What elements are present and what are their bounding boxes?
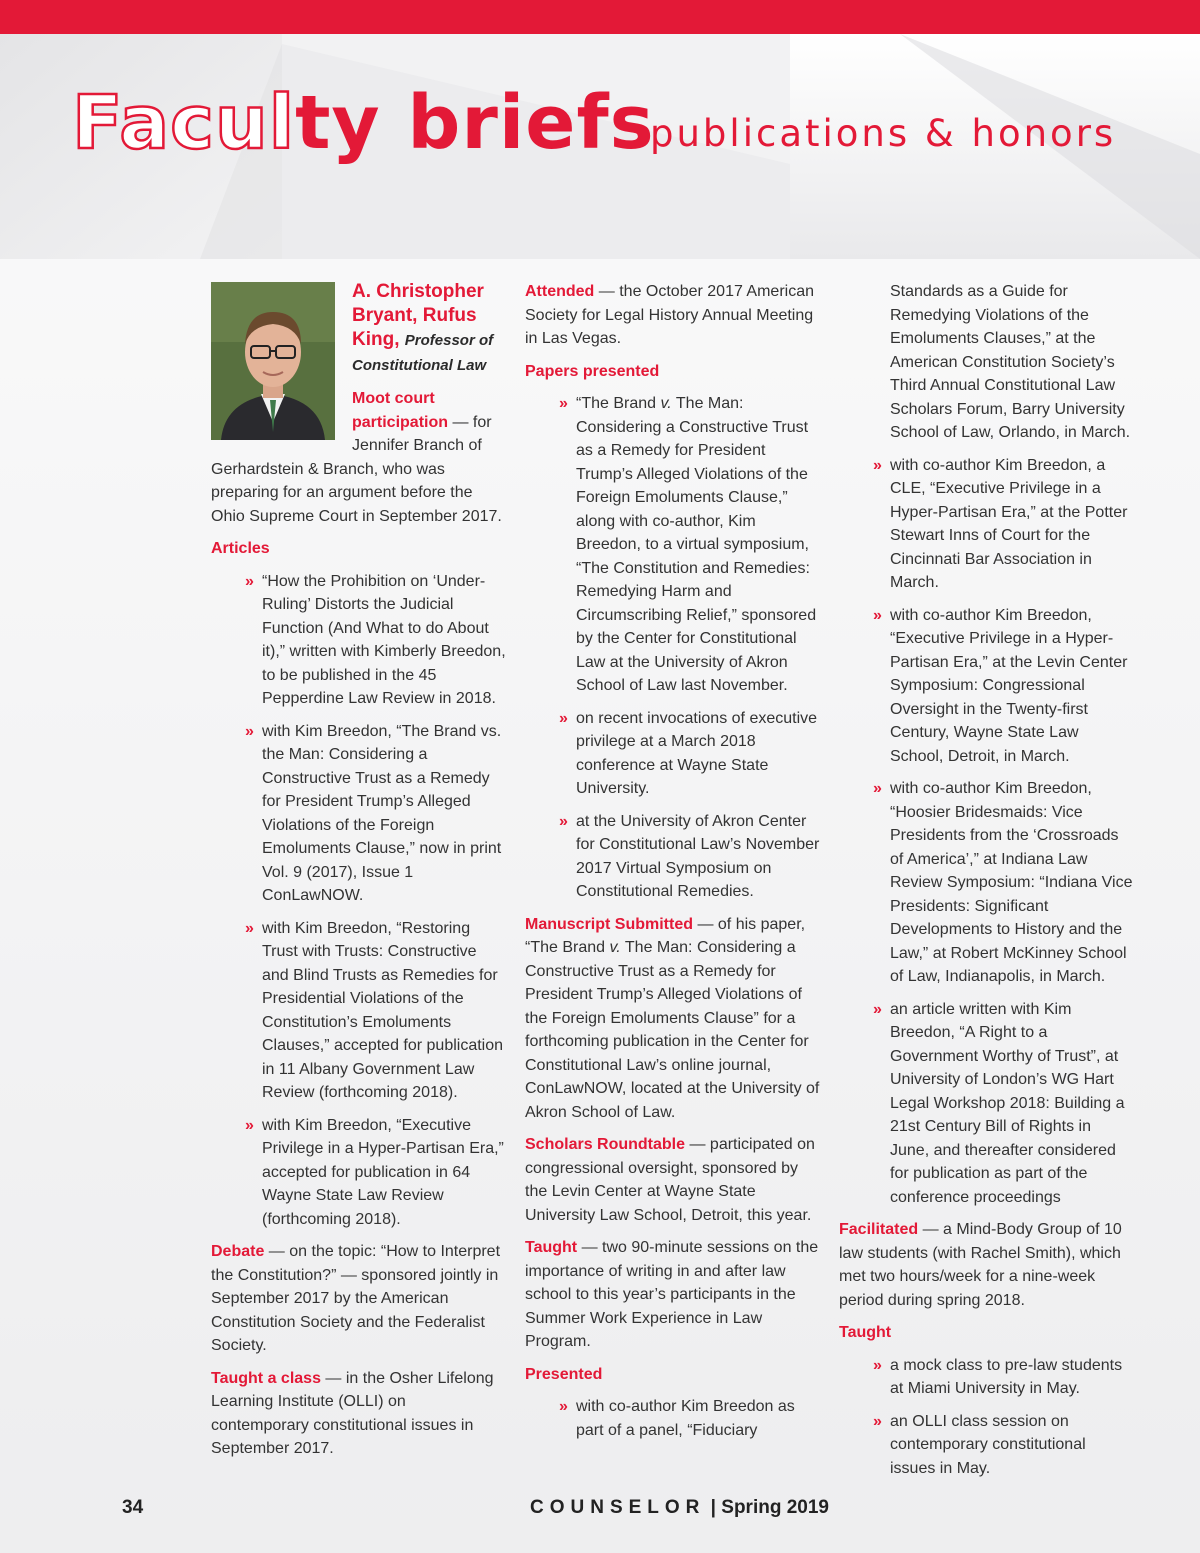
presented-item	[839, 777, 1133, 989]
presented-item	[525, 1395, 821, 1442]
article-item	[211, 917, 506, 1105]
bullet-chevron-icon: »	[873, 1000, 882, 1018]
debate-heading: Debate	[211, 1243, 265, 1260]
debate-entry	[211, 1240, 506, 1358]
taught-entry	[525, 1236, 821, 1354]
paper-text: on recent invocations of executive privilege at a March 2018 conference at Wayne State University.	[576, 709, 818, 797]
title-solid-part: ty briefs	[295, 80, 655, 166]
bullet-chevron-icon: »	[559, 395, 568, 412]
bullet-chevron-icon: »	[873, 606, 882, 624]
paper-item	[525, 810, 821, 904]
paper-text: at the University of Akron Center for Constitutional Law’s November 2017 Virtual Symposium on Constitutional Remedies.	[576, 812, 820, 900]
manuscript-text-pre: — of his paper, “The Brand	[525, 915, 806, 956]
roundtable-entry	[525, 1133, 821, 1227]
presented-text: an article written with Kim Breedon, “A Right to a Government Worthy of Trust”, at University of London’s WG Hart Legal Workshop 2018: Building a 21st Century Bill of Rights in June, and thereafter considered for publication as part of the conference proceedings	[890, 1000, 1125, 1206]
page-title	[72, 80, 655, 170]
bullet-chevron-icon: »	[245, 919, 254, 937]
roundtable-text: — participated on congressional oversight, sponsored by the Levin Center at Wayne State University Law School, Detroit, this year.	[525, 1136, 815, 1224]
presented-text: with co-author Kim Breedon, “Executive Privilege in a Hyper-Partisan Era,” at the Levin Center Symposium: Congressional Oversight in the Twenty-first Century, Wayne State Law School, Detroit, in March.	[890, 606, 1128, 765]
faculty-portrait	[211, 282, 335, 440]
article-text: with Kim Breedon, “The Brand vs. the Man: Considering a Constructive Trust as a Remedy for President Trump’s Alleged Violations of the Foreign Emoluments Clause,” now in print Vol. 9 (2017), Issue 1 ConLawNOW.	[262, 722, 502, 904]
taught-heading: Taught	[839, 1324, 892, 1341]
bullet-chevron-icon: »	[873, 456, 882, 474]
paper-text-post: The Man: Considering a Constructive Trust as a Remedy for President Trump’s Alleged Violations of the Foreign Emoluments Clause,” along with co-author, Kim Breedon, to a virtual symposium, “The Constitution and Remedies: Remedying Harm and Circumscribing Relief,” sponsored by the Center for Constitutional Law at the University of Akron School of Law last November.	[576, 395, 817, 694]
facilitated-heading: Facilitated	[839, 1221, 919, 1238]
presented-heading: Presented	[525, 1365, 603, 1383]
portrait-illustration	[211, 282, 335, 440]
presented-item	[839, 604, 1133, 769]
article-text: with Kim Breedon, “Restoring Trust with Trusts: Constructive and Blind Trusts as Remedies for Presidential Violations of the Constitution’s Emoluments Clauses,” accepted for publication in 11 Albany Government Law Review (forthcoming 2018).	[262, 919, 504, 1101]
manuscript-text-post: The Man: Considering a Constructive Trust as a Remedy for President Trump’s Alleged Violations of the Foreign Emoluments Clause” for a forthcoming publication in the Center for Constitutional Law’s online journal, ConLawNOW, located at the University of Akron School of Law.	[525, 939, 820, 1121]
article-text: “How the Prohibition on ‘Under-Ruling’ Distorts the Judicial Function (And What to do About it),” written with Kimberly Breedon, to be published in the 45 Pepperdine Law Review in 2018.	[262, 572, 506, 707]
bullet-chevron-icon: »	[559, 812, 568, 830]
paper-item	[525, 392, 821, 698]
moot-court-text: — for Jennifer Branch of Gerhardstein & Branch, who was preparing for an argument before the Ohio Supreme Court in September 2017.	[211, 413, 502, 525]
article-item	[211, 720, 506, 908]
presented-text: with co-author Kim Breedon, a CLE, “Executive Privilege in a Hyper-Partisan Era,” at the Potter Stewart Inns of Court for the Cincinnati Bar Association in March.	[890, 456, 1128, 591]
bullet-chevron-icon: »	[559, 1398, 568, 1415]
taught-item	[839, 1410, 1133, 1481]
papers-heading: Papers presented	[525, 362, 660, 380]
bullet-chevron-icon: »	[245, 722, 254, 740]
title-outline-part: Facul	[72, 80, 296, 166]
presented-item	[839, 998, 1133, 1210]
footer-publication	[530, 1497, 829, 1519]
top-accent-bar	[0, 0, 1200, 34]
magazine-name: COUNSELOR	[530, 1497, 706, 1518]
roundtable-heading: Scholars Roundtable	[525, 1136, 686, 1153]
paper-text-pre: “The Brand	[576, 395, 661, 412]
issue-label: | Spring 2019	[705, 1497, 829, 1518]
bullet-chevron-icon: »	[873, 780, 882, 797]
paper-item	[525, 707, 821, 801]
presented-text: with co-author Kim Breedon as part of a panel, “Fiduciary	[576, 1398, 795, 1439]
bullet-chevron-icon: »	[873, 1356, 882, 1374]
facilitated-entry	[839, 1218, 1133, 1312]
manuscript-heading: Manuscript Submitted	[525, 915, 694, 933]
column-2	[525, 280, 821, 1451]
taught-heading: Taught	[525, 1239, 578, 1256]
taught-class-entry	[211, 1367, 506, 1461]
presented-text: with co-author Kim Breedon, “Hoosier Bridesmaids: Vice Presidents from the ‘Crossroads of America’,” at Indiana Law Review Symposium: “Indiana Vice Presidents: Significant Developments to History and the Law,” at Robert McKinney School of Law, Indianapolis, in March.	[890, 780, 1133, 985]
page-number: 34	[122, 1497, 144, 1518]
column-3	[839, 280, 1133, 1489]
column-1	[211, 280, 506, 1470]
article-item	[211, 1114, 506, 1232]
bullet-chevron-icon: »	[873, 1412, 882, 1430]
taught-class-heading: Taught a class	[211, 1369, 321, 1387]
paper-text-em: v.	[660, 395, 672, 412]
presented-continued: Standards as a Guide for Remedying Violations of the Emoluments Clauses,” at the American Constitution Society’s Third Annual Constitutional Law Scholars Forum, Barry University School of Law, Orlando, in March.	[890, 283, 1131, 441]
moot-court-heading: Moot court participation	[352, 390, 449, 431]
article-text: with Kim Breedon, “Executive Privilege in a Hyper-Partisan Era,” accepted for publication in 64 Wayne State Law Review (forthcoming 2018).	[262, 1116, 504, 1228]
page-subtitle: publications & honors	[650, 112, 1117, 155]
taught-text: — two 90-minute sessions on the importance of writing in and after law school to this year’s participants in the Summer Work Experience in Law Program.	[525, 1239, 819, 1350]
taught-text: a mock class to pre-law students at Miami University in May.	[890, 1356, 1123, 1397]
bullet-chevron-icon: »	[245, 1116, 254, 1134]
taught-class-text: — in the Osher Lifelong Learning Institute (OLLI) on contemporary constitutional issues in September 2017.	[211, 1369, 494, 1457]
facilitated-text: — a Mind-Body Group of 10 law students (with Rachel Smith), which met two hours/week for a nine-week period during spring 2018.	[839, 1221, 1122, 1309]
faculty-role: Professor of Constitutional Law	[352, 332, 494, 374]
articles-heading: Articles	[211, 540, 270, 557]
article-item	[211, 570, 506, 711]
attended-text: — the October 2017 American Society for Legal History Annual Meeting in Las Vegas.	[525, 283, 814, 347]
taught-item	[839, 1354, 1133, 1401]
manuscript-entry	[525, 913, 821, 1125]
bullet-chevron-icon: »	[559, 709, 568, 727]
debate-text: — on the topic: “How to Interpret the Constitution?” — sponsored jointly in September 2017 by the American Constitution Society and the Federalist Society.	[211, 1243, 501, 1354]
manuscript-text-em: v.	[609, 939, 621, 956]
attended-entry	[525, 280, 821, 351]
faculty-name-text: A. Christopher Bryant, Rufus King,	[352, 281, 484, 350]
bullet-chevron-icon: »	[245, 572, 254, 590]
attended-heading: Attended	[525, 283, 595, 300]
presented-item	[839, 454, 1133, 595]
taught-text: an OLLI class session on contemporary constitutional issues in May.	[890, 1412, 1086, 1477]
